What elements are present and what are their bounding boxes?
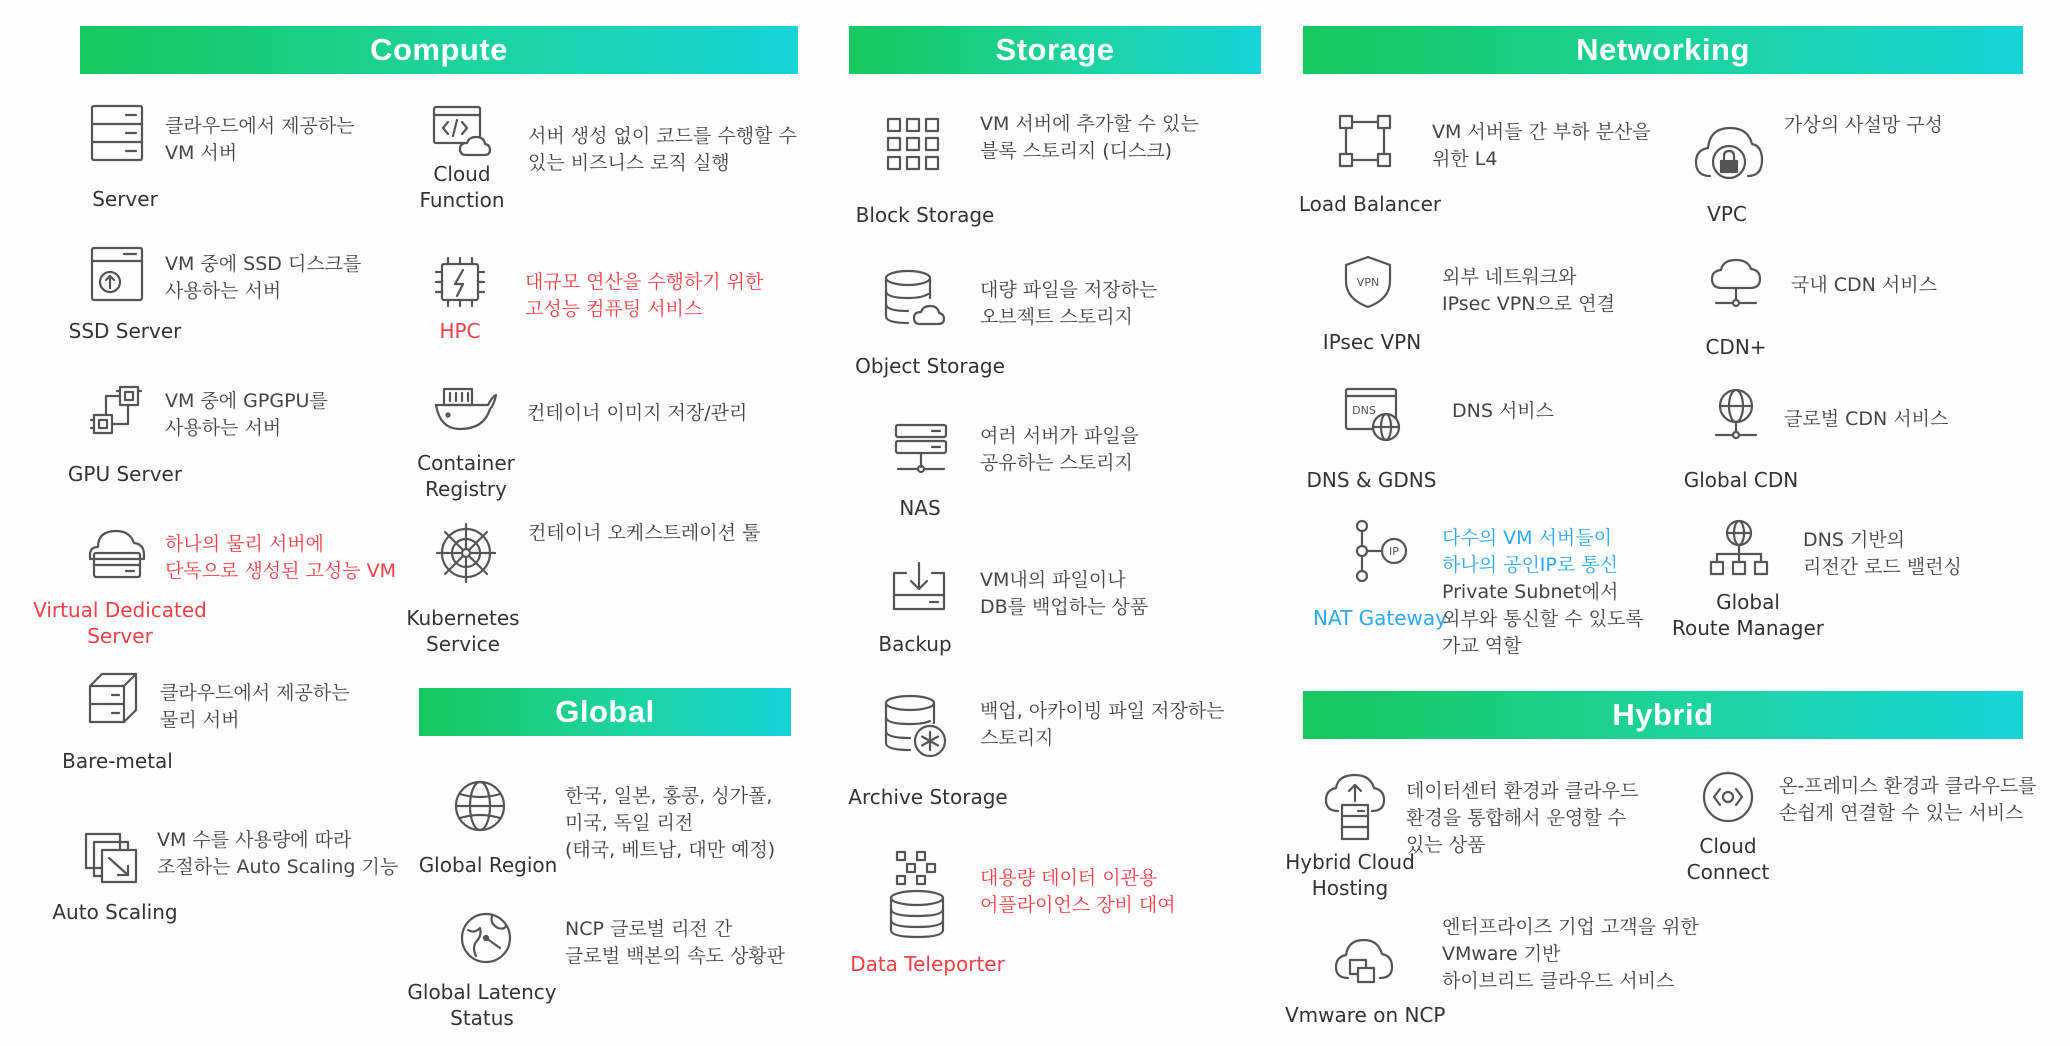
- vpc-name: VPC: [1707, 202, 1747, 226]
- vds-icon: [86, 525, 148, 581]
- nas-desc: 여러 서버가 파일을 공유하는 스토리지: [980, 425, 1139, 474]
- cloud-connect-desc: 온-프레미스 환경과 클라우드를 손쉽게 연결할 수 있는 서비스: [1779, 775, 2037, 824]
- global-region-icon: [452, 778, 508, 834]
- storage-banner: Storage: [849, 26, 1261, 74]
- nat-gateway-icon: [1346, 516, 1412, 586]
- hpc-desc: 대규모 연산을 수행하기 위한 고성능 컴퓨팅 서비스: [525, 271, 764, 320]
- data-teleporter-icon: [885, 848, 949, 940]
- nas-icon: [892, 421, 950, 479]
- load-balancer-icon: [1336, 112, 1394, 170]
- vds-name: Virtual Dedicated Server: [33, 598, 207, 648]
- object-storage-desc: 대량 파일을 저장하는 오브젝트 스토리지: [980, 279, 1158, 328]
- ssd-server-name: SSD Server: [68, 319, 182, 343]
- backup-desc: VM내의 파일이나 DB를 백업하는 상품: [980, 569, 1149, 618]
- load-balancer-desc: VM 서버들 간 부하 분산을 위한 L4: [1432, 121, 1651, 170]
- hybrid-cloud-hosting-desc: 데이터센터 환경과 클라우드 환경을 통합해서 운영할 수 있는 상품: [1406, 780, 1639, 856]
- dns-icon: [1342, 385, 1404, 443]
- ipsec-vpn-desc: 외부 네트워크와 IPsec VPN으로 연결: [1442, 266, 1615, 315]
- nas-name: NAS: [899, 496, 941, 520]
- container-registry-icon: [432, 383, 500, 435]
- cdn-name: CDN+: [1705, 335, 1767, 359]
- container-registry-name: Container Registry: [417, 451, 515, 501]
- ipsec-vpn-icon: [1340, 253, 1396, 311]
- block-storage-desc: VM 서버에 추가할 수 있는 블록 스토리지 (디스크): [980, 113, 1199, 162]
- nat-gateway-desc: 다수의 VM 서버들이 하나의 공인IP로 통신 Private Subnet에서 외부와 통신할 수 있도록 가교 역할: [1442, 527, 1644, 657]
- data-teleporter-desc: 대용량 데이터 이관용 어플라이언스 장비 대여: [980, 867, 1176, 916]
- global-region-name: Global Region: [418, 853, 558, 877]
- ipsec-vpn-name: IPsec VPN: [1322, 330, 1422, 354]
- cloud-connect-icon: [1698, 767, 1758, 827]
- server-name: Server: [92, 187, 158, 211]
- archive-storage-icon: [882, 693, 948, 759]
- global-cdn-icon: [1708, 386, 1764, 444]
- bare-metal-icon: [86, 670, 140, 726]
- hybrid-cloud-hosting-name: Hybrid Cloud Hosting: [1285, 850, 1415, 900]
- global-route-manager-icon: [1708, 518, 1770, 580]
- auto-scaling-name: Auto Scaling: [52, 900, 178, 924]
- archive-storage-name: Archive Storage: [848, 785, 1008, 809]
- kubernetes-icon: [434, 521, 498, 585]
- ssd-server-icon: [88, 245, 146, 303]
- kubernetes-name: Kubernetes Service: [406, 606, 520, 656]
- global-cdn-desc: 글로벌 CDN 서비스: [1784, 408, 1949, 430]
- svg-text:IP: IP: [1389, 545, 1399, 558]
- auto-scaling-icon: [82, 830, 140, 886]
- auto-scaling-desc: VM 수를 사용량에 따라 조절하는 Auto Scaling 기능: [157, 829, 399, 878]
- dns-desc: DNS 서비스: [1452, 400, 1555, 422]
- gpu-server-name: GPU Server: [67, 462, 183, 486]
- global-latency-desc: NCP 글로벌 리전 간 글로벌 백본의 속도 상황판: [565, 918, 786, 967]
- compute-banner: Compute: [80, 26, 798, 74]
- backup-name: Backup: [878, 632, 952, 656]
- object-storage-icon: [882, 268, 946, 330]
- hybrid-cloud-hosting-icon: [1322, 771, 1388, 843]
- global-route-manager-desc: DNS 기반의 리전간 로드 밸런싱: [1803, 529, 1962, 578]
- cdn-icon: [1708, 256, 1764, 312]
- server-desc: 클라우드에서 제공하는 VM 서버: [165, 115, 355, 164]
- vmware-desc: 엔터프라이즈 기업 고객을 위한 VMware 기반 하이브리드 클라우드 서비스: [1442, 916, 1699, 992]
- bare-metal-desc: 클라우드에서 제공하는 물리 서버: [160, 682, 350, 731]
- hybrid-banner: Hybrid: [1303, 691, 2023, 739]
- gpu-server-desc: VM 중에 GPGPU를 사용하는 서버: [165, 390, 328, 439]
- bare-metal-name: Bare-metal: [62, 749, 173, 773]
- hpc-icon: [430, 254, 490, 312]
- svg-text:DNS: DNS: [1352, 404, 1376, 417]
- hpc-name: HPC: [439, 319, 481, 343]
- global-banner: Global: [419, 688, 791, 736]
- cloud-connect-name: Cloud Connect: [1686, 834, 1770, 884]
- object-storage-name: Object Storage: [855, 354, 1005, 378]
- archive-storage-desc: 백업, 아카이빙 파일 저장하는 스토리지: [980, 700, 1225, 749]
- ssd-server-desc: VM 중에 SSD 디스크를 사용하는 서버: [165, 253, 362, 302]
- nat-gateway-name: NAT Gateway: [1312, 606, 1447, 630]
- block-storage-name: Block Storage: [855, 203, 995, 227]
- dns-name: DNS & GDNS: [1306, 468, 1437, 492]
- global-region-desc: 한국, 일본, 홍콩, 싱가폴, 미국, 독일 리전 (태국, 베트남, 대만 예정): [565, 785, 776, 861]
- networking-banner: Networking: [1303, 26, 2023, 74]
- kubernetes-desc: 컨테이너 오케스트레이션 툴: [528, 522, 761, 544]
- global-route-manager-name: Global Route Manager: [1671, 590, 1825, 640]
- backup-icon: [890, 557, 948, 613]
- vds-desc: 하나의 물리 서버에 단독으로 생성된 고성능 VM: [165, 533, 397, 582]
- data-teleporter-name: Data Teleporter: [850, 952, 1005, 976]
- vpc-icon: [1692, 118, 1766, 184]
- vmware-icon: [1332, 930, 1394, 992]
- vpc-desc: 가상의 사설망 구성: [1784, 114, 1943, 136]
- cdn-desc: 국내 CDN 서비스: [1791, 274, 1937, 296]
- global-latency-name: Global Latency Status: [407, 980, 557, 1030]
- cloud-function-desc: 서버 생성 없이 코드를 수행할 수 있는 비즈니스 로직 실행: [528, 125, 797, 174]
- svg-text:VPN: VPN: [1356, 276, 1380, 289]
- server-icon: [88, 103, 146, 163]
- cloud-function-icon: [430, 103, 492, 161]
- load-balancer-name: Load Balancer: [1298, 192, 1442, 216]
- vmware-name: Vmware on NCP: [1285, 1003, 1446, 1027]
- gpu-server-icon: [88, 383, 148, 439]
- global-latency-icon: [458, 910, 514, 966]
- global-cdn-name: Global CDN: [1683, 468, 1799, 492]
- cloud-function-name: Cloud Function: [419, 162, 505, 212]
- container-registry-desc: 컨테이너 이미지 저장/관리: [527, 402, 748, 424]
- block-storage-icon: [884, 115, 942, 173]
